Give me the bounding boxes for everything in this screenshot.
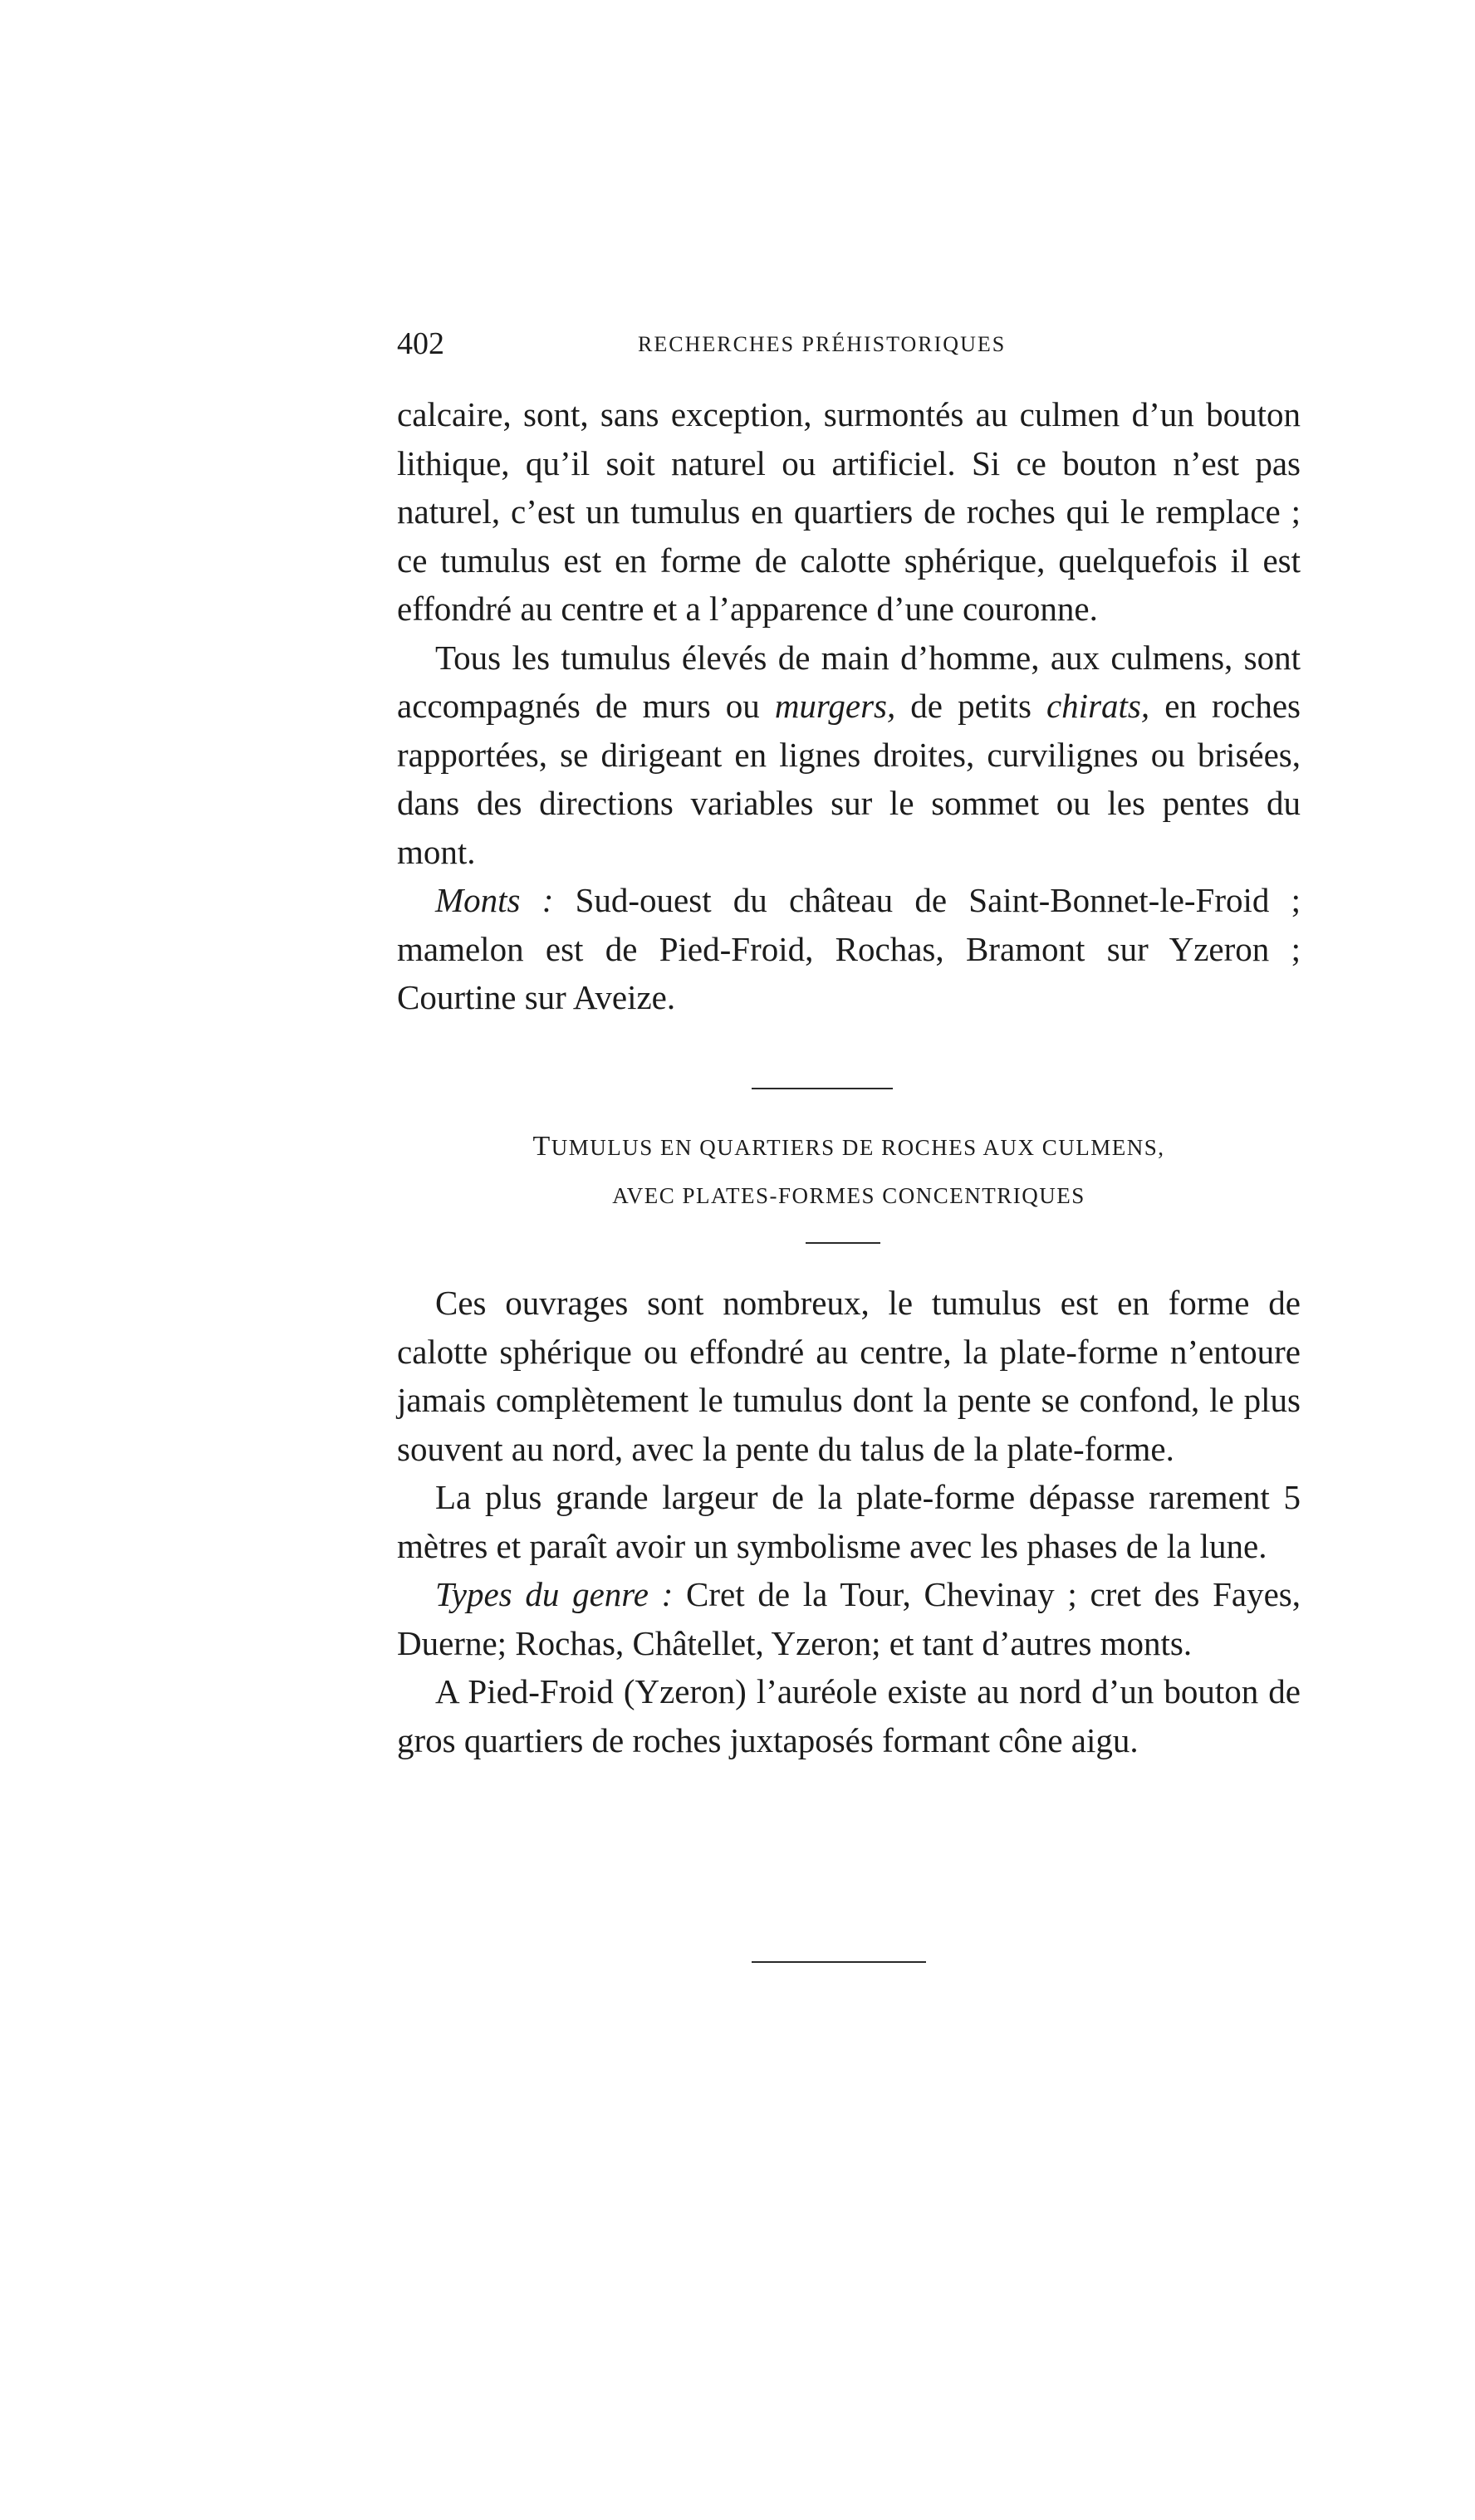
paragraph-2-part-b: de petits <box>895 687 1046 725</box>
paragraph-6 <box>397 1570 1301 1667</box>
section-1-text <box>397 390 1301 1022</box>
paragraph-7: A Pied-Froid (Yzeron) l’auréole existe au nord d’un bouton de gros quartiers de roches juxtaposés formant cône aigu. <box>397 1672 1301 1759</box>
section-divider-1 <box>752 1088 893 1089</box>
types-label: Types du genre : <box>435 1575 674 1613</box>
heading-line-1-text: UMULUS EN QUARTIERS DE ROCHES AUX CULMENS, <box>551 1135 1165 1160</box>
running-head: RECHERCHES PRÉHISTORIQUES <box>638 332 1007 356</box>
section-2-text <box>397 1279 1301 1764</box>
section-divider-2 <box>806 1242 880 1244</box>
monts-list: Sud-ouest du château de Saint-Bonnet-le-Froid ; mamelon est de Pied-Froid, Rochas, Bramont sur Yzeron ; Courtine sur Aveize. <box>397 881 1301 1016</box>
paragraph-5: La plus grande largeur de la plate-forme dépasse rarement 5 mètres et paraît avoir un symbolisme avec les phases de la lune. <box>397 1478 1301 1565</box>
heading-initial: T <box>532 1131 551 1162</box>
page-header <box>397 325 1301 375</box>
paragraph-4: Ces ouvrages sont nombreux, le tumulus est en forme de calotte sphérique ou effondré au centre, la plate-forme n’entoure jamais complètement le tumulus dont la pente se confond, le plus souvent au nord, avec la pente du talus de la plate-forme. <box>397 1284 1301 1468</box>
section-heading-line-1 <box>397 1131 1301 1162</box>
types-list: Cret de la Tour, Chevinay ; cret des Fayes, Duerne; Rochas, Châtellet, Yzeron; et tant d’autres monts. <box>397 1575 1301 1662</box>
paragraph-2-part-a: Tous les tumulus élevés de main d’homme, aux culmens, sont accompagnés de murs ou <box>397 638 1301 725</box>
paragraph-3 <box>397 876 1301 1022</box>
page-number: 402 <box>397 326 444 361</box>
term-chirats: chirats, <box>1046 687 1150 725</box>
paragraph-2 <box>397 634 1301 877</box>
section-divider-3 <box>752 1961 926 1963</box>
term-murgers: murgers, <box>774 687 896 725</box>
paragraph-2-part-c: en roches rapportées, se dirigeant en lignes droites, curvilignes ou brisées, dans des directions variables sur le sommet ou les pentes du mont. <box>397 687 1301 871</box>
monts-label: Monts : <box>435 881 554 919</box>
section-heading-line-2: AVEC PLATES-FORMES CONCENTRIQUES <box>612 1183 1085 1208</box>
paragraph-1: calcaire, sont, sans exception, surmontés au culmen d’un bouton lithique, qu’il soit naturel ou artificiel. Si ce bouton n’est pas naturel, c’est un tumulus en quartiers de roches qui le remplace ; ce tumulus est en forme de calotte sphérique, quelquefois il est effondré au centre et a l’apparence d’une couronne. <box>397 395 1301 628</box>
